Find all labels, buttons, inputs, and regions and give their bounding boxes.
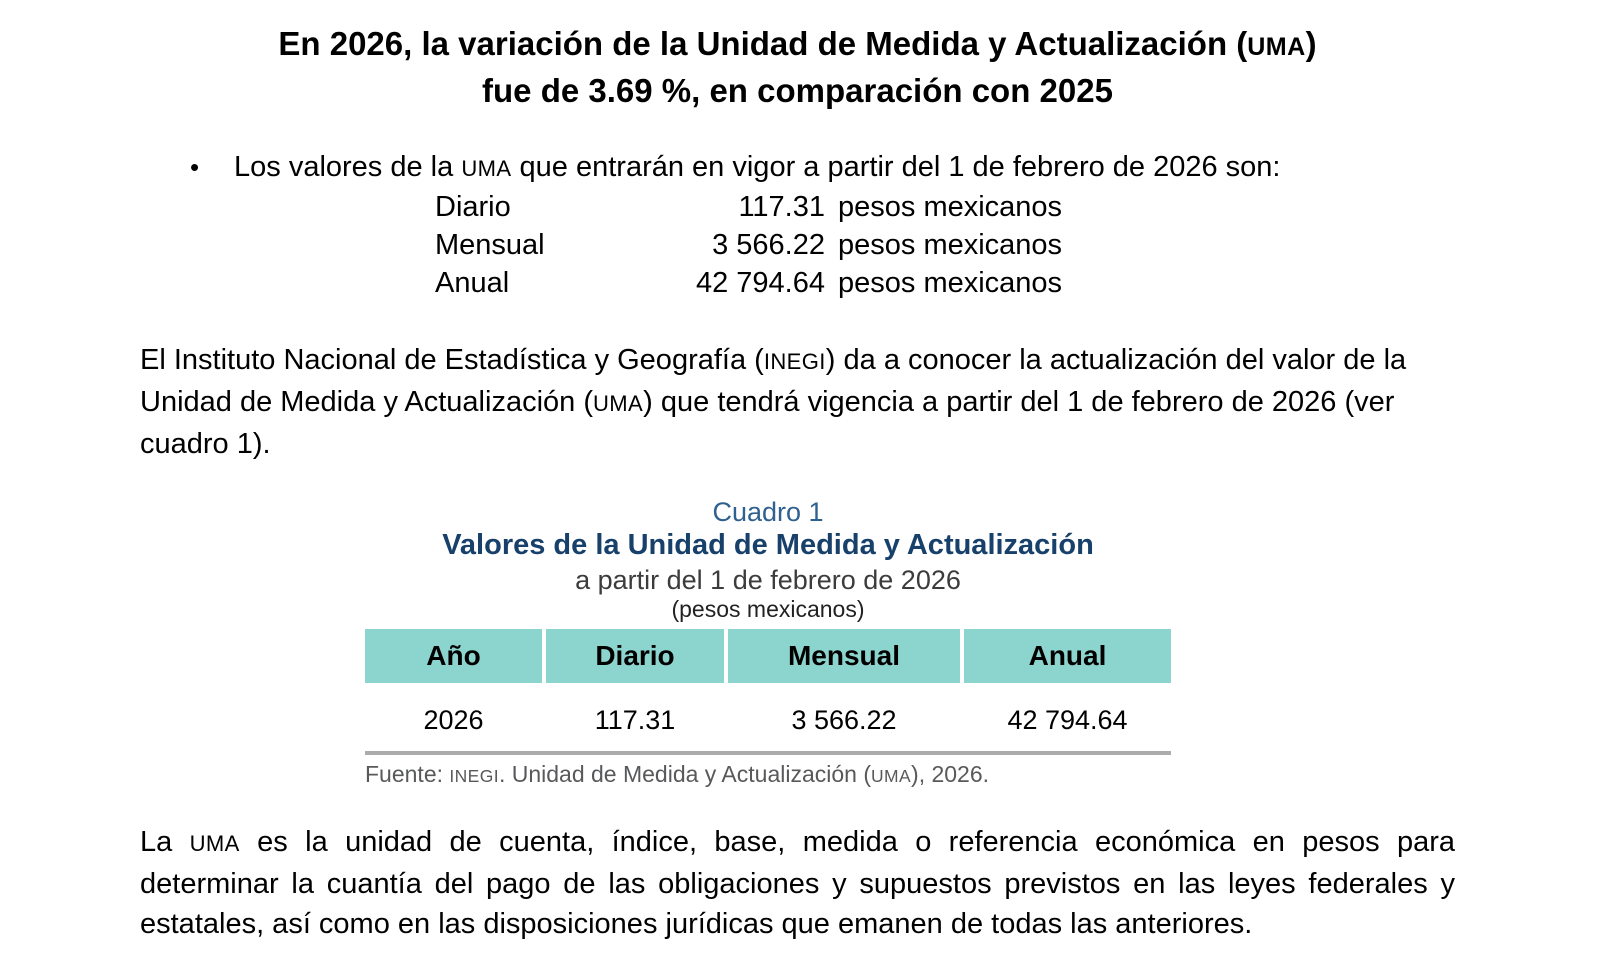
column-header-anual: Anual (964, 629, 1171, 683)
table-unit-note: (pesos mexicanos) (671, 596, 865, 622)
source-part2: . Unidad de Medida y Actualización ( (498, 761, 871, 787)
table-header-row (365, 629, 1171, 683)
inegi-acronym: INEGI (763, 349, 826, 374)
table-source (365, 760, 1171, 790)
cell-diario: 117.31 (594, 705, 676, 735)
title-line1-close: ) (1305, 25, 1317, 62)
value-unit: pesos mexicanos (838, 191, 1063, 223)
bullet-item (190, 148, 1455, 188)
title-line-2: fue de 3.69 %, en comparación con 2025 (482, 72, 1113, 109)
value-amount: 42 794.64 (695, 267, 825, 299)
cell-anual: 42 794.64 (1007, 705, 1128, 735)
closing-part1: La (140, 826, 190, 858)
column-header-ano: Año (365, 629, 542, 683)
value-unit: pesos mexicanos (838, 229, 1063, 261)
value-amount: 117.31 (738, 191, 825, 223)
document-content (0, 22, 1600, 944)
intro-part1: El Instituto Nacional de Estadística y Geografía ( (140, 344, 764, 376)
uma-value-row-anual (435, 264, 1455, 302)
bullet-text-post: que entrarán en vigor a partir del 1 de febrero de 2026 son: (511, 151, 1281, 183)
intro-paragraph (140, 340, 1455, 464)
bullet-uma-acronym: UMA (461, 156, 512, 181)
uma-value-row-diario (435, 188, 1455, 226)
title-line-1 (140, 22, 1455, 69)
value-unit: pesos mexicanos (838, 267, 1063, 299)
column-header-mensual: Mensual (728, 629, 960, 683)
uma-acronym: UMA (592, 391, 644, 416)
closing-part2: es la unidad de cuenta, índice, base, medida o referencia económica en pesos para determinar la cuantía del pago de las obligaciones y supuestos previstos en las leyes federales y estatales, así como en las disposiciones jurídicas que emanen de todas las anteriores. (140, 826, 1455, 940)
bullet-text (234, 148, 1281, 188)
table-caption: Cuadro 1 (712, 497, 824, 527)
column-header-diario: Diario (546, 629, 724, 683)
title-line1-text: En 2026, la variación de la Unidad de Medida y Actualización ( (278, 25, 1248, 62)
bullet-marker: • (190, 152, 200, 182)
closing-paragraph (140, 822, 1455, 944)
table-title: Valores de la Unidad de Medida y Actualización (442, 529, 1094, 561)
document-page (0, 22, 1600, 973)
value-label: Mensual (435, 229, 545, 261)
title-uma-acronym: UMA (1247, 33, 1306, 61)
source-uma-acronym: UMA (871, 766, 912, 786)
table-subtitle: a partir del 1 de febrero de 2026 (575, 565, 961, 595)
cell-ano: 2026 (423, 705, 484, 735)
cuadro-1-block (365, 496, 1171, 790)
closing-uma-acronym: UMA (189, 831, 240, 856)
bullet-text-pre: Los valores de la (234, 151, 462, 183)
value-label: Anual (435, 267, 510, 299)
source-part3: ), 2026. (911, 761, 990, 787)
intro-part2: ) da a conocer la actualización del valor de la Unidad de Medida y Actualización ( (140, 344, 1407, 418)
value-label: Diario (435, 191, 511, 223)
source-inegi-acronym: INEGI (449, 766, 499, 786)
table-row (365, 683, 1171, 755)
value-amount: 3 566.22 (712, 229, 825, 261)
intro-part3: ) que tendrá vigencia a partir del 1 de febrero de 2026 (ver cuadro 1). (140, 386, 1395, 460)
uma-value-row-mensual (435, 226, 1455, 264)
document-title (140, 22, 1455, 113)
source-part1: Fuente: (365, 761, 450, 787)
cell-mensual: 3 566.22 (791, 705, 897, 735)
